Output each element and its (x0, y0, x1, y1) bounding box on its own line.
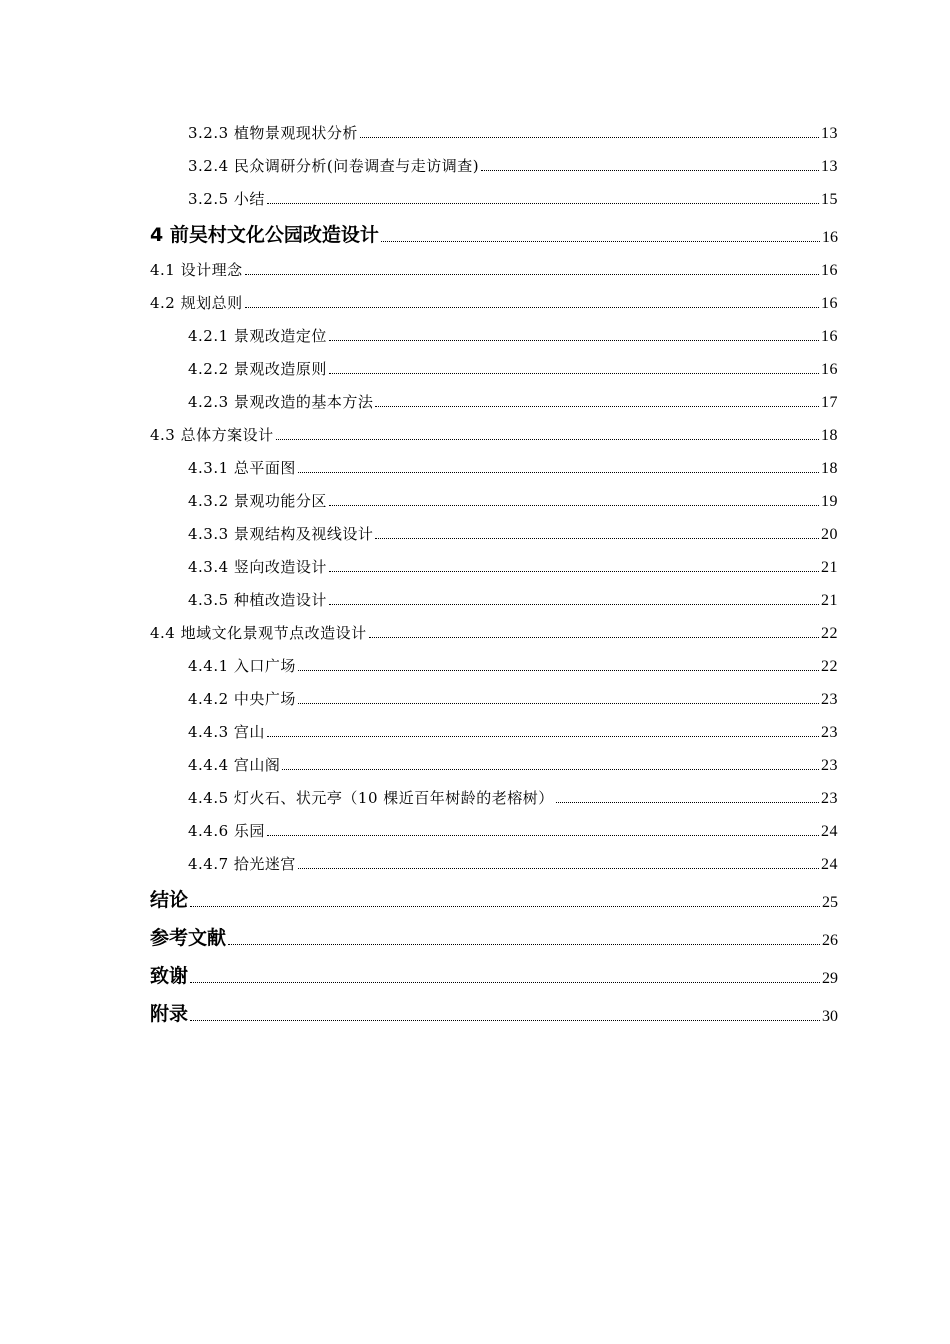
toc-page-number: 17 (821, 394, 838, 411)
toc-page-number: 25 (822, 894, 838, 911)
toc-entry-label: 4.4.5 灯火石、状元亭（10 棵近百年树龄的老榕树） (188, 789, 554, 807)
toc-entry-4-3-2[interactable] (150, 478, 838, 511)
toc-entry-appendix[interactable] (150, 988, 838, 1026)
toc-entry-4-2-3[interactable] (150, 379, 838, 412)
toc-entry-3-2-4[interactable] (150, 143, 838, 176)
toc-page-number: 18 (821, 427, 838, 444)
toc-entry-4-3-3[interactable] (150, 511, 838, 544)
toc-entry-4-4-2[interactable] (150, 676, 838, 709)
toc-page-number: 15 (821, 191, 838, 208)
toc-leader-dots (381, 241, 820, 242)
toc-leader-dots (329, 340, 819, 341)
toc-page-number: 29 (822, 970, 838, 987)
toc-leader-dots (375, 406, 819, 407)
toc-entry-label: 附录 (150, 1003, 189, 1025)
toc-entry-4-3-1[interactable] (150, 445, 838, 478)
toc-entry-label: 4.4.1 入口广场 (188, 657, 296, 675)
toc-page-number: 30 (822, 1008, 838, 1025)
toc-entry-label: 3.2.5 小结 (188, 190, 265, 208)
toc-entry-label: 4.4.2 中央广场 (188, 690, 296, 708)
toc-entry-label: 结论 (150, 889, 189, 911)
toc-leader-dots (329, 571, 819, 572)
toc-page-number: 22 (821, 625, 838, 642)
toc-page-number: 23 (821, 790, 838, 807)
toc-entry-label: 致谢 (150, 965, 189, 987)
toc-entry-label: 4.3.2 景观功能分区 (188, 492, 327, 510)
toc-leader-dots (298, 472, 819, 473)
toc-entry-4-4[interactable] (150, 610, 838, 643)
toc-entry-label: 4.4 地域文化景观节点改造设计 (150, 624, 367, 642)
toc-page-number: 23 (821, 724, 838, 741)
toc-leader-dots (245, 274, 819, 275)
toc-entry-label: 3.2.3 植物景观现状分析 (188, 124, 358, 142)
toc-entry-4-2[interactable] (150, 280, 838, 313)
toc-entry-label: 4.3.4 竖向改造设计 (188, 558, 327, 576)
toc-entry-label: 4.2.3 景观改造的基本方法 (188, 393, 374, 411)
toc-page-number: 26 (822, 932, 838, 949)
toc-entry-4-4-7[interactable] (150, 841, 838, 874)
toc-page-number: 21 (821, 559, 838, 576)
toc-leader-dots (282, 769, 819, 770)
toc-leader-dots (360, 137, 819, 138)
toc-leader-dots (190, 982, 820, 983)
toc-entry-label: 4.3.1 总平面图 (188, 459, 296, 477)
toc-leader-dots (267, 736, 819, 737)
toc-leader-dots (245, 307, 819, 308)
toc-entry-4-1[interactable] (150, 247, 838, 280)
toc-leader-dots (267, 835, 819, 836)
toc-entry-references[interactable] (150, 912, 838, 950)
toc-leader-dots (329, 505, 819, 506)
toc-entry-label: 4.2.2 景观改造原则 (188, 360, 327, 378)
toc-page-number: 16 (821, 262, 838, 279)
toc-page-number: 16 (822, 229, 838, 246)
toc-leader-dots (190, 906, 820, 907)
toc-entry-label: 4.1 设计理念 (150, 261, 243, 279)
toc-entry-label: 4.3.5 种植改造设计 (188, 591, 327, 609)
toc-leader-dots (556, 802, 819, 803)
toc-entry-label: 3.2.4 民众调研分析(问卷调查与走访调查) (188, 157, 480, 175)
toc-entry-conclusion[interactable] (150, 874, 838, 912)
toc-leader-dots (298, 703, 819, 704)
table-of-contents (150, 110, 838, 1026)
toc-leader-dots (329, 604, 819, 605)
toc-leader-dots (369, 637, 819, 638)
toc-page-number: 13 (821, 158, 838, 175)
toc-page-number: 16 (821, 295, 838, 312)
toc-leader-dots (190, 1020, 820, 1021)
toc-page-number: 19 (821, 493, 838, 510)
toc-entry-4-4-3[interactable] (150, 709, 838, 742)
toc-page-number: 16 (821, 361, 838, 378)
toc-entry-4-4-1[interactable] (150, 643, 838, 676)
toc-leader-dots (228, 944, 820, 945)
toc-entry-label: 4.3.3 景观结构及视线设计 (188, 525, 374, 543)
toc-page-number: 24 (821, 856, 838, 873)
toc-leader-dots (375, 538, 819, 539)
toc-entry-4-3-5[interactable] (150, 577, 838, 610)
toc-page-number: 22 (821, 658, 838, 675)
toc-page-number: 23 (821, 691, 838, 708)
toc-entry-3-2-5[interactable] (150, 176, 838, 209)
toc-page-number: 13 (821, 125, 838, 142)
toc-entry-4-2-2[interactable] (150, 346, 838, 379)
toc-page-number: 24 (821, 823, 838, 840)
toc-entry-label: 4.4.6 乐园 (188, 822, 265, 840)
toc-entry-4-3[interactable] (150, 412, 838, 445)
toc-entry-chapter-4[interactable] (150, 209, 838, 247)
toc-entry-label: 4.3 总体方案设计 (150, 426, 274, 444)
toc-entry-4-4-5[interactable] (150, 775, 838, 808)
toc-entry-label: 4.4.3 宫山 (188, 723, 265, 741)
toc-page-number: 18 (821, 460, 838, 477)
toc-entry-4-4-6[interactable] (150, 808, 838, 841)
toc-entry-4-2-1[interactable] (150, 313, 838, 346)
toc-page-number: 23 (821, 757, 838, 774)
toc-entry-acknowledgements[interactable] (150, 950, 838, 988)
toc-entry-label: 4.2 规划总则 (150, 294, 243, 312)
toc-entry-label: 4.4.4 宫山阁 (188, 756, 281, 774)
toc-entry-label: 4 前吴村文化公园改造设计 (150, 224, 379, 246)
toc-page-number: 21 (821, 592, 838, 609)
toc-leader-dots (267, 203, 819, 204)
toc-entry-label: 参考文献 (150, 927, 227, 949)
toc-entry-3-2-3[interactable] (150, 110, 838, 143)
toc-leader-dots (481, 170, 819, 171)
toc-entry-4-3-4[interactable] (150, 544, 838, 577)
toc-entry-4-4-4[interactable] (150, 742, 838, 775)
toc-leader-dots (298, 868, 819, 869)
toc-page-number: 20 (821, 526, 838, 543)
toc-leader-dots (329, 373, 819, 374)
toc-leader-dots (276, 439, 819, 440)
toc-leader-dots (298, 670, 819, 671)
toc-entry-label: 4.2.1 景观改造定位 (188, 327, 327, 345)
toc-page-number: 16 (821, 328, 838, 345)
toc-entry-label: 4.4.7 拾光迷宫 (188, 855, 296, 873)
